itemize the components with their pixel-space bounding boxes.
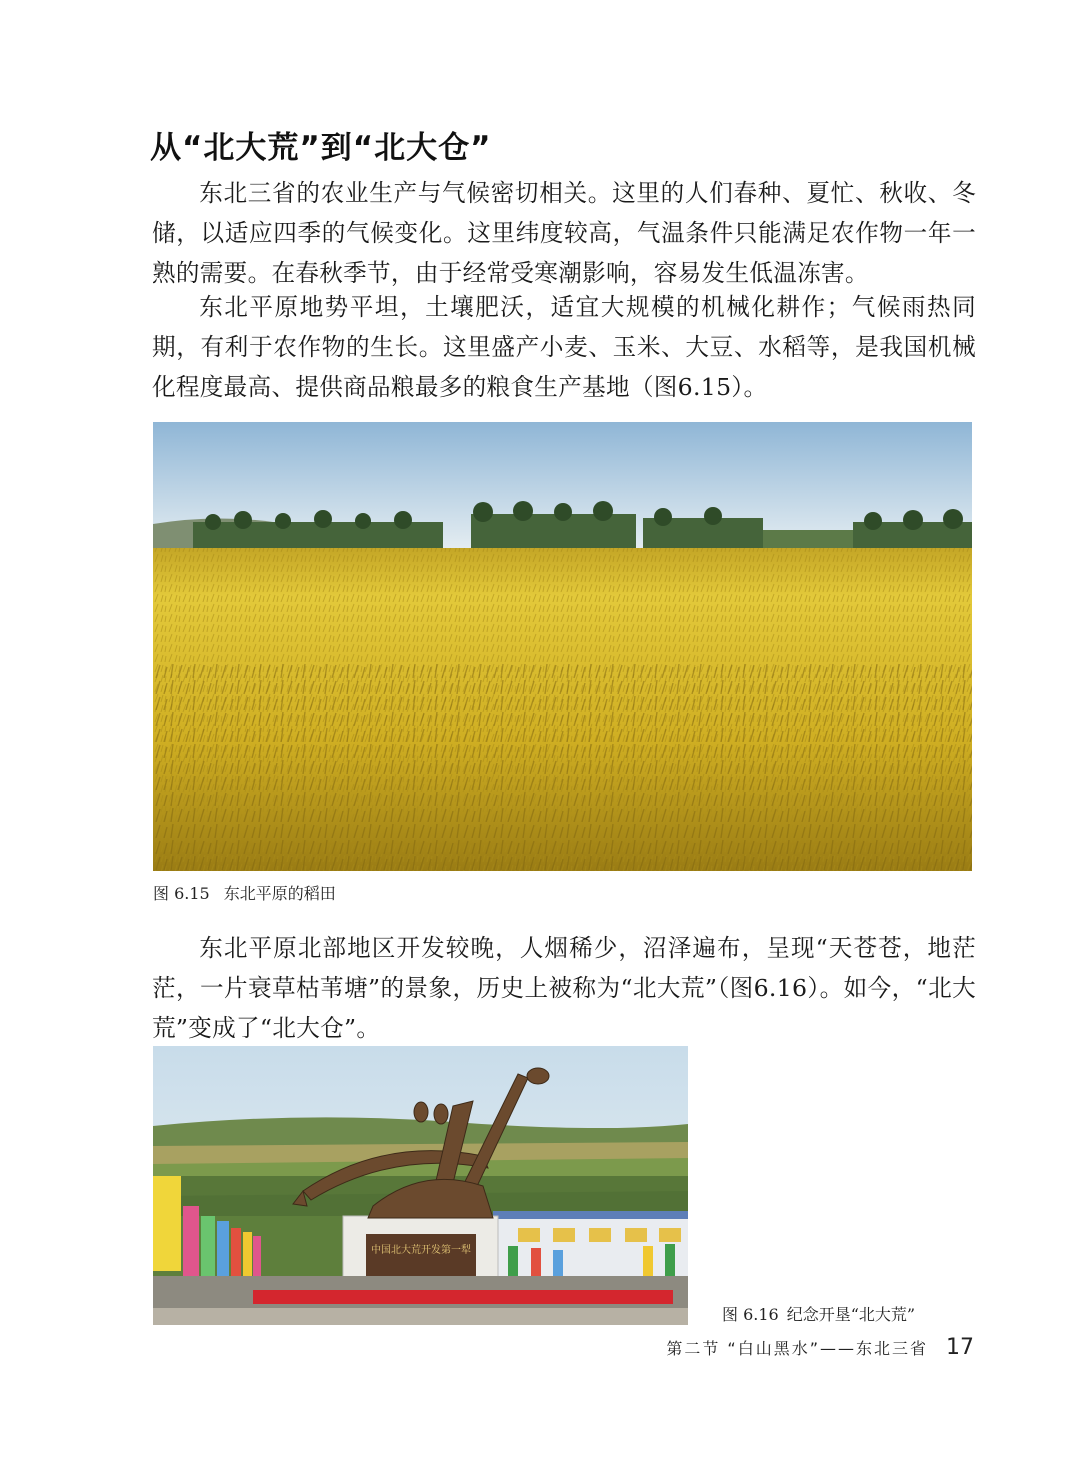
figure-number: 图 6.15	[153, 884, 210, 903]
figure-title: 纪念开垦“北大荒”	[786, 1305, 916, 1324]
page-footer	[666, 1335, 974, 1360]
figure-title: 东北平原的稻田	[223, 884, 336, 903]
figure-caption	[153, 881, 336, 904]
plough-monument-image	[153, 1046, 688, 1325]
monument-plaque: 中国北大荒开发第一犁	[371, 1245, 471, 1256]
paragraph-climate: 东北三省的农业生产与气候密切相关。这里的人们春种、夏忙、秋收、冬储，以适应四季的气候变化。这里纬度较高，气温条件只能满足农作物一年一熟的需要。在春秋季节，由于经常受寒潮影响，容易发生低温冻害。	[152, 179, 976, 287]
paragraph-beidahuang: 东北平原北部地区开发较晚，人烟稀少，沼泽遍布，呈现“天苍苍，地茫茫，一片衰草枯苇塘”的景象，历史上被称为“北大荒”（图6.16）。如今，“北大荒”变成了“北大仓”。	[152, 934, 976, 1042]
monument-photo	[153, 1046, 688, 1325]
page-number: 17	[946, 1335, 974, 1360]
figure-number: 图 6.16	[722, 1305, 779, 1324]
paragraph-plain: 东北平原地势平坦，土壤肥沃，适宜大规模的机械化耕作；气候雨热同期，有利于农作物的生长。这里盛产小麦、玉米、大豆、水稻等，是我国机械化程度最高、提供商品粮最多的粮食生产基地（图6.15）。	[152, 293, 976, 401]
footer-section-title: 第二节 “白山黑水”——东北三省	[666, 1339, 928, 1358]
figure-caption	[722, 1302, 915, 1325]
section-heading: 从“北大荒”到“北大仓”	[150, 130, 492, 166]
rice-field-photo	[153, 422, 972, 871]
rice-field-image	[153, 422, 972, 871]
